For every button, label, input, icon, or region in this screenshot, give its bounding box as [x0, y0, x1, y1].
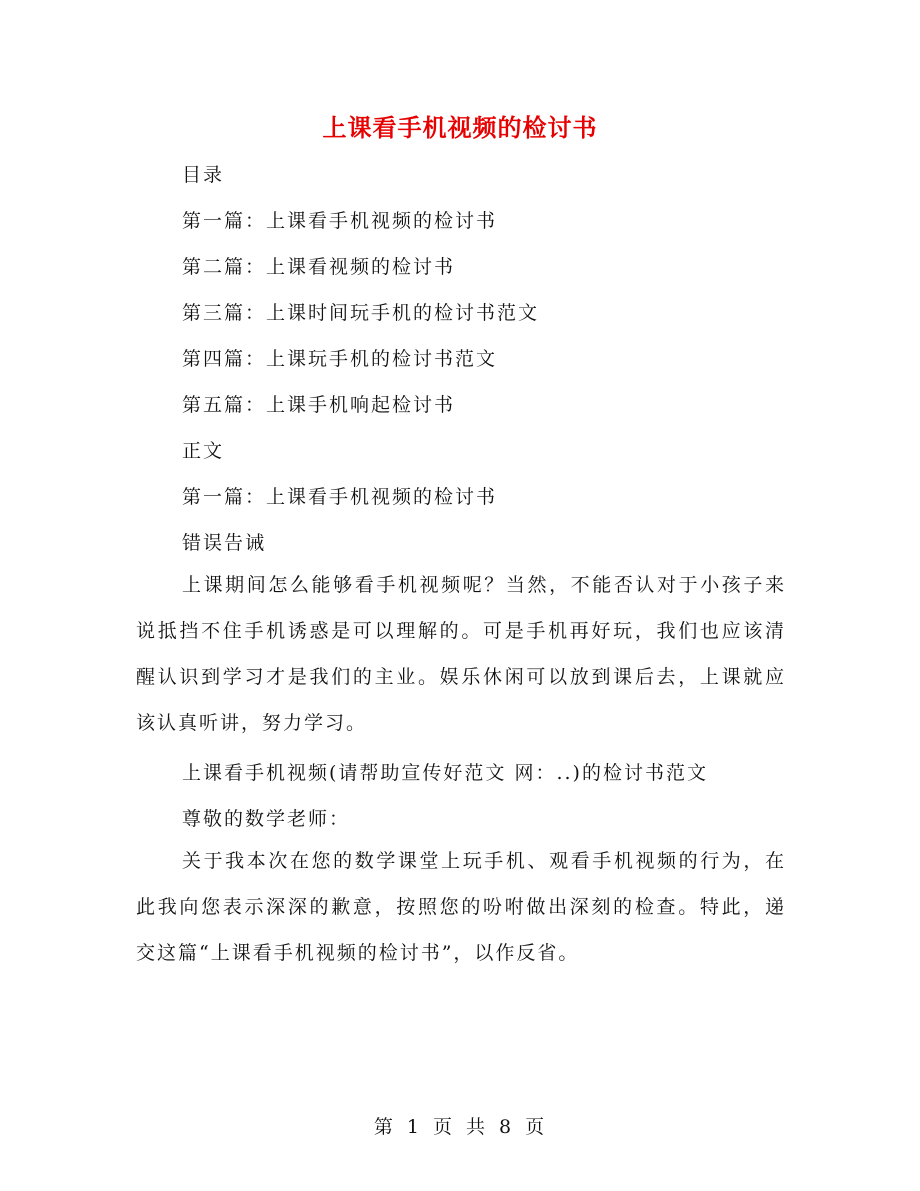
toc-item-2: 第二篇：上课看视频的检讨书: [182, 256, 456, 278]
salutation: 尊敬的数学老师：: [182, 808, 351, 830]
section-title: 第一篇：上课看手机视频的检讨书: [182, 486, 498, 508]
line-2: 上课看手机视频(请帮助宣传好范文 网：..)的检讨书范文: [182, 762, 708, 784]
toc-item-5: 第五篇：上课手机响起检讨书: [182, 394, 456, 416]
toc-item-1: 第一篇：上课看手机视频的检讨书: [182, 210, 498, 232]
paragraph-2: 关于我本次在您的数学课堂上玩手机、观看手机视频的行为，在此我向您表示深深的歉意，按照您的吩咐做出深刻的检查。特此，递交这篇“上课看手机视频的检讨书”，以作反省。: [136, 850, 786, 964]
footer-total-pages: 8: [499, 1116, 514, 1138]
footer-page-number: 1: [406, 1116, 421, 1138]
subheading: 错误告诫: [182, 532, 267, 554]
toc-heading: 目录: [182, 164, 225, 186]
toc-item-3: 第三篇：上课时间玩手机的检讨书范文: [182, 302, 540, 324]
footer-total-label: 共: [466, 1116, 488, 1138]
footer-page-label: 第: [373, 1116, 395, 1138]
paragraph-1: 上课期间怎么能够看手机视频呢？当然，不能否认对于小孩子来说抵挡不住手机诱惑是可以理解的。可是手机再好玩，我们也应该清醒认识到学习才是我们的主业。娱乐休闲可以放到课后去，上课就应该认真听讲，努力学习。: [136, 574, 786, 734]
document-title: 上课看手机视频的检讨书: [322, 113, 598, 142]
page-footer: [0, 1112, 920, 1139]
toc-item-4: 第四篇：上课玩手机的检讨书范文: [182, 348, 498, 370]
footer-page-unit: 页: [432, 1116, 454, 1138]
footer-total-unit: 页: [525, 1116, 547, 1138]
body-heading: 正文: [182, 440, 225, 462]
